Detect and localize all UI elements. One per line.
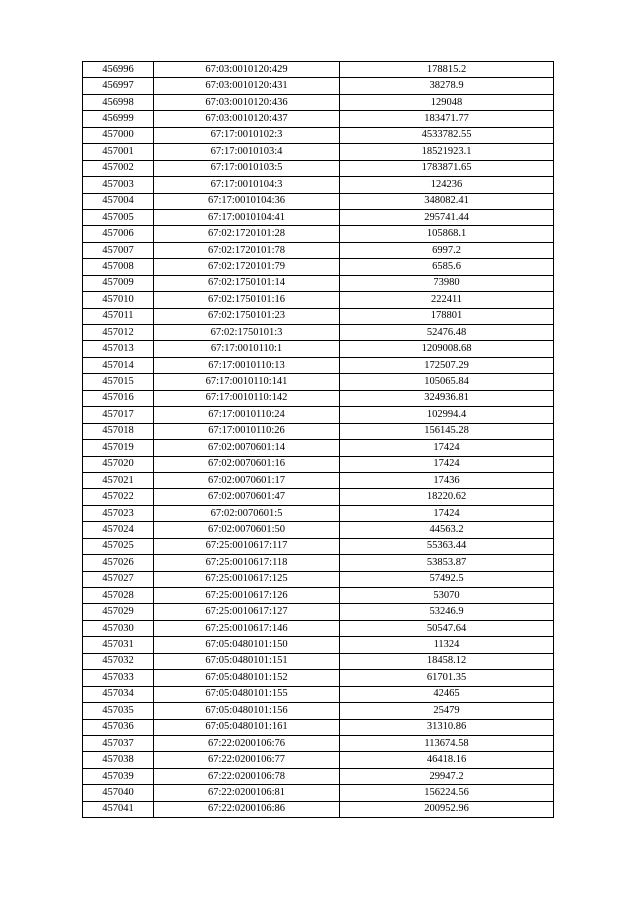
table-row xyxy=(83,735,554,751)
row-number-cell: 457034 xyxy=(83,686,154,702)
cadastral-number-cell: 67:02:1750101:14 xyxy=(154,275,340,291)
row-number-cell: 457039 xyxy=(83,768,154,784)
cadastral-number-cell: 67:02:1720101:79 xyxy=(154,259,340,275)
row-number-cell: 457041 xyxy=(83,801,154,817)
cadastral-number-cell: 67:25:0010617:117 xyxy=(154,538,340,554)
table-row xyxy=(83,407,554,423)
value-cell: 61701.35 xyxy=(340,670,554,686)
table-row xyxy=(83,703,554,719)
cadastral-number-cell: 67:17:0010104:3 xyxy=(154,177,340,193)
row-number-cell: 457011 xyxy=(83,308,154,324)
table-row xyxy=(83,489,554,505)
value-cell: 55363.44 xyxy=(340,538,554,554)
cadastral-number-cell: 67:17:0010103:4 xyxy=(154,144,340,160)
value-cell: 53246.9 xyxy=(340,604,554,620)
value-cell: 25479 xyxy=(340,703,554,719)
value-cell: 105065.84 xyxy=(340,374,554,390)
value-cell: 53853.87 xyxy=(340,555,554,571)
cadastral-number-cell: 67:03:0010120:431 xyxy=(154,78,340,94)
table-row xyxy=(83,423,554,439)
value-cell: 156224.56 xyxy=(340,785,554,801)
row-number-cell: 457028 xyxy=(83,588,154,604)
row-number-cell: 457023 xyxy=(83,505,154,521)
cadastral-number-cell: 67:17:0010110:141 xyxy=(154,374,340,390)
cadastral-number-cell: 67:03:0010120:429 xyxy=(154,62,340,78)
row-number-cell: 457014 xyxy=(83,357,154,373)
cadastral-number-cell: 67:02:0070601:47 xyxy=(154,489,340,505)
value-cell: 1783871.65 xyxy=(340,160,554,176)
cadastral-number-cell: 67:17:0010110:24 xyxy=(154,407,340,423)
value-cell: 29947.2 xyxy=(340,768,554,784)
cadastral-number-cell: 67:25:0010617:127 xyxy=(154,604,340,620)
table-row xyxy=(83,719,554,735)
cadastral-number-cell: 67:22:0200106:78 xyxy=(154,768,340,784)
value-cell: 18521923.1 xyxy=(340,144,554,160)
value-cell: 348082.41 xyxy=(340,193,554,209)
row-number-cell: 457002 xyxy=(83,160,154,176)
cadastral-number-cell: 67:02:1750101:16 xyxy=(154,292,340,308)
cadastral-number-cell: 67:02:1720101:78 xyxy=(154,242,340,258)
cadastral-number-cell: 67:17:0010103:5 xyxy=(154,160,340,176)
cadastral-number-cell: 67:05:0480101:161 xyxy=(154,719,340,735)
value-cell: 46418.16 xyxy=(340,752,554,768)
row-number-cell: 457026 xyxy=(83,555,154,571)
value-cell: 17424 xyxy=(340,440,554,456)
row-number-cell: 457021 xyxy=(83,472,154,488)
table-row xyxy=(83,94,554,110)
table-row xyxy=(83,325,554,341)
table-row xyxy=(83,522,554,538)
value-cell: 17424 xyxy=(340,456,554,472)
table-row xyxy=(83,620,554,636)
row-number-cell: 457000 xyxy=(83,127,154,143)
table-row xyxy=(83,177,554,193)
cadastral-number-cell: 67:02:1750101:23 xyxy=(154,308,340,324)
table-row xyxy=(83,604,554,620)
table-row xyxy=(83,160,554,176)
table-row xyxy=(83,209,554,225)
row-number-cell: 457040 xyxy=(83,785,154,801)
table-row xyxy=(83,571,554,587)
row-number-cell: 457013 xyxy=(83,341,154,357)
table-row xyxy=(83,62,554,78)
value-cell: 102994.4 xyxy=(340,407,554,423)
value-cell: 11324 xyxy=(340,637,554,653)
table-row xyxy=(83,111,554,127)
row-number-cell: 457033 xyxy=(83,670,154,686)
table-row xyxy=(83,308,554,324)
table-row xyxy=(83,259,554,275)
value-cell: 124236 xyxy=(340,177,554,193)
value-cell: 52476.48 xyxy=(340,325,554,341)
cadastral-number-cell: 67:17:0010110:142 xyxy=(154,390,340,406)
table-row xyxy=(83,341,554,357)
cadastral-number-cell: 67:17:0010110:13 xyxy=(154,357,340,373)
cadastral-number-cell: 67:05:0480101:155 xyxy=(154,686,340,702)
row-number-cell: 457038 xyxy=(83,752,154,768)
cadastral-number-cell: 67:03:0010120:437 xyxy=(154,111,340,127)
row-number-cell: 457036 xyxy=(83,719,154,735)
row-number-cell: 457005 xyxy=(83,209,154,225)
table-row xyxy=(83,588,554,604)
row-number-cell: 457035 xyxy=(83,703,154,719)
row-number-cell: 457009 xyxy=(83,275,154,291)
cadastral-number-cell: 67:17:0010104:41 xyxy=(154,209,340,225)
value-cell: 113674.58 xyxy=(340,735,554,751)
row-number-cell: 457024 xyxy=(83,522,154,538)
row-number-cell: 457037 xyxy=(83,735,154,751)
cadastral-number-cell: 67:25:0010617:125 xyxy=(154,571,340,587)
row-number-cell: 457018 xyxy=(83,423,154,439)
table-row xyxy=(83,226,554,242)
table-row xyxy=(83,801,554,817)
value-cell: 183471.77 xyxy=(340,111,554,127)
cadastral-number-cell: 67:05:0480101:150 xyxy=(154,637,340,653)
value-cell: 42465 xyxy=(340,686,554,702)
value-cell: 105868.1 xyxy=(340,226,554,242)
value-cell: 178801 xyxy=(340,308,554,324)
value-cell: 53070 xyxy=(340,588,554,604)
row-number-cell: 457006 xyxy=(83,226,154,242)
value-cell: 44563.2 xyxy=(340,522,554,538)
row-number-cell: 457001 xyxy=(83,144,154,160)
row-number-cell: 457022 xyxy=(83,489,154,505)
value-cell: 18458.12 xyxy=(340,653,554,669)
cadastral-number-cell: 67:05:0480101:152 xyxy=(154,670,340,686)
cadastral-number-cell: 67:02:0070601:17 xyxy=(154,472,340,488)
table-row xyxy=(83,752,554,768)
table-row xyxy=(83,538,554,554)
cadastral-number-cell: 67:05:0480101:156 xyxy=(154,703,340,719)
value-cell: 222411 xyxy=(340,292,554,308)
cadastral-number-cell: 67:22:0200106:76 xyxy=(154,735,340,751)
table-row xyxy=(83,785,554,801)
value-cell: 1209008.68 xyxy=(340,341,554,357)
value-cell: 73980 xyxy=(340,275,554,291)
table-row xyxy=(83,275,554,291)
cadastral-number-cell: 67:25:0010617:146 xyxy=(154,620,340,636)
value-cell: 18220.62 xyxy=(340,489,554,505)
value-cell: 57492.5 xyxy=(340,571,554,587)
table-row xyxy=(83,357,554,373)
value-cell: 6585.6 xyxy=(340,259,554,275)
row-number-cell: 457008 xyxy=(83,259,154,275)
table-row xyxy=(83,472,554,488)
value-cell: 156145.28 xyxy=(340,423,554,439)
row-number-cell: 457003 xyxy=(83,177,154,193)
cadastral-number-cell: 67:25:0010617:118 xyxy=(154,555,340,571)
row-number-cell: 457017 xyxy=(83,407,154,423)
table-row xyxy=(83,456,554,472)
row-number-cell: 457012 xyxy=(83,325,154,341)
cadastral-number-cell: 67:02:0070601:14 xyxy=(154,440,340,456)
row-number-cell: 456999 xyxy=(83,111,154,127)
value-cell: 200952.96 xyxy=(340,801,554,817)
cadastral-number-cell: 67:05:0480101:151 xyxy=(154,653,340,669)
value-cell: 129048 xyxy=(340,94,554,110)
cadastral-number-cell: 67:02:1720101:28 xyxy=(154,226,340,242)
table-row xyxy=(83,670,554,686)
cadastral-number-cell: 67:22:0200106:86 xyxy=(154,801,340,817)
value-cell: 38278.9 xyxy=(340,78,554,94)
row-number-cell: 457004 xyxy=(83,193,154,209)
row-number-cell: 457030 xyxy=(83,620,154,636)
cadastral-value-table xyxy=(82,61,554,818)
cadastral-number-cell: 67:03:0010120:436 xyxy=(154,94,340,110)
cadastral-number-cell: 67:22:0200106:81 xyxy=(154,785,340,801)
cadastral-number-cell: 67:17:0010104:36 xyxy=(154,193,340,209)
table-row xyxy=(83,390,554,406)
cadastral-number-cell: 67:25:0010617:126 xyxy=(154,588,340,604)
row-number-cell: 457025 xyxy=(83,538,154,554)
table-row xyxy=(83,242,554,258)
value-cell: 17436 xyxy=(340,472,554,488)
row-number-cell: 457020 xyxy=(83,456,154,472)
table-row xyxy=(83,144,554,160)
table-row xyxy=(83,555,554,571)
table-row xyxy=(83,653,554,669)
table-row xyxy=(83,127,554,143)
cadastral-number-cell: 67:17:0010102:3 xyxy=(154,127,340,143)
table-body xyxy=(83,62,554,818)
cadastral-number-cell: 67:02:1750101:3 xyxy=(154,325,340,341)
cadastral-number-cell: 67:02:0070601:50 xyxy=(154,522,340,538)
table-row xyxy=(83,78,554,94)
table-row xyxy=(83,505,554,521)
value-cell: 178815.2 xyxy=(340,62,554,78)
table-row xyxy=(83,768,554,784)
row-number-cell: 457016 xyxy=(83,390,154,406)
value-cell: 324936.81 xyxy=(340,390,554,406)
value-cell: 50547.64 xyxy=(340,620,554,636)
cadastral-number-cell: 67:22:0200106:77 xyxy=(154,752,340,768)
value-cell: 4533782.55 xyxy=(340,127,554,143)
row-number-cell: 456997 xyxy=(83,78,154,94)
row-number-cell: 457015 xyxy=(83,374,154,390)
value-cell: 31310.86 xyxy=(340,719,554,735)
row-number-cell: 457029 xyxy=(83,604,154,620)
table-row xyxy=(83,686,554,702)
table-row xyxy=(83,193,554,209)
row-number-cell: 457007 xyxy=(83,242,154,258)
cadastral-number-cell: 67:02:0070601:5 xyxy=(154,505,340,521)
table-row xyxy=(83,292,554,308)
table-row xyxy=(83,374,554,390)
table-row xyxy=(83,637,554,653)
value-cell: 172507.29 xyxy=(340,357,554,373)
value-cell: 6997.2 xyxy=(340,242,554,258)
row-number-cell: 457027 xyxy=(83,571,154,587)
row-number-cell: 456996 xyxy=(83,62,154,78)
cadastral-number-cell: 67:17:0010110:26 xyxy=(154,423,340,439)
cadastral-number-cell: 67:17:0010110:1 xyxy=(154,341,340,357)
row-number-cell: 457032 xyxy=(83,653,154,669)
value-cell: 295741.44 xyxy=(340,209,554,225)
cadastral-number-cell: 67:02:0070601:16 xyxy=(154,456,340,472)
row-number-cell: 457031 xyxy=(83,637,154,653)
row-number-cell: 456998 xyxy=(83,94,154,110)
table-row xyxy=(83,440,554,456)
row-number-cell: 457019 xyxy=(83,440,154,456)
row-number-cell: 457010 xyxy=(83,292,154,308)
value-cell: 17424 xyxy=(340,505,554,521)
